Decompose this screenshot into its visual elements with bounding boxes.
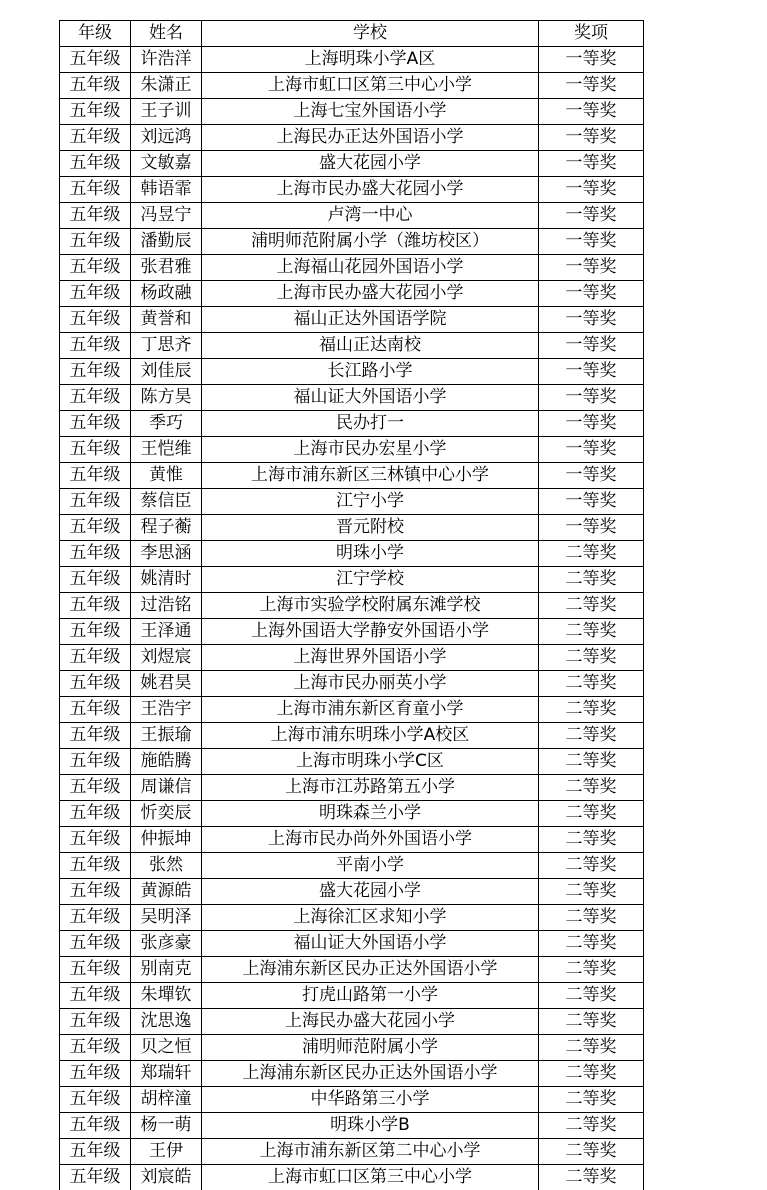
cell-name: 李思涵 (131, 541, 202, 567)
table-row (60, 749, 644, 775)
cell-name: 许浩洋 (131, 47, 202, 73)
cell-grade: 五年级 (60, 229, 131, 255)
table-row (60, 827, 644, 853)
cell-school: 盛大花园小学 (202, 151, 539, 177)
cell-grade: 五年级 (60, 1113, 131, 1139)
cell-grade: 五年级 (60, 931, 131, 957)
cell-name: 刘煜宸 (131, 645, 202, 671)
cell-grade: 五年级 (60, 619, 131, 645)
cell-award: 一等奖 (539, 47, 644, 73)
cell-name: 沈思逸 (131, 1009, 202, 1035)
cell-school: 福山证大外国语小学 (202, 931, 539, 957)
cell-award: 二等奖 (539, 957, 644, 983)
table-row (60, 775, 644, 801)
table-row (60, 515, 644, 541)
cell-award: 二等奖 (539, 1113, 644, 1139)
table-row (60, 541, 644, 567)
cell-grade: 五年级 (60, 1139, 131, 1165)
cell-school: 上海浦东新区民办正达外国语小学 (202, 957, 539, 983)
cell-award: 二等奖 (539, 853, 644, 879)
cell-school: 上海市浦东新区三林镇中心小学 (202, 463, 539, 489)
cell-award: 一等奖 (539, 177, 644, 203)
cell-school: 上海市浦东新区育童小学 (202, 697, 539, 723)
cell-award: 二等奖 (539, 775, 644, 801)
cell-award: 一等奖 (539, 99, 644, 125)
cell-award: 二等奖 (539, 671, 644, 697)
table-row (60, 619, 644, 645)
cell-name: 冯昱宁 (131, 203, 202, 229)
cell-award: 二等奖 (539, 983, 644, 1009)
cell-name: 张彦豪 (131, 931, 202, 957)
table-row (60, 1061, 644, 1087)
cell-school: 上海市虹口区第三中心小学 (202, 1165, 539, 1190)
table-row (60, 73, 644, 99)
table-row (60, 567, 644, 593)
cell-name: 吴明泽 (131, 905, 202, 931)
cell-name: 朱潇正 (131, 73, 202, 99)
cell-school: 上海市民办丽英小学 (202, 671, 539, 697)
cell-name: 姚君昊 (131, 671, 202, 697)
cell-name: 季巧 (131, 411, 202, 437)
table-row (60, 645, 644, 671)
cell-award: 一等奖 (539, 411, 644, 437)
cell-award: 二等奖 (539, 749, 644, 775)
cell-school: 浦明师范附属小学 (202, 1035, 539, 1061)
cell-award: 二等奖 (539, 723, 644, 749)
cell-school: 晋元附校 (202, 515, 539, 541)
cell-award: 一等奖 (539, 255, 644, 281)
cell-award: 一等奖 (539, 151, 644, 177)
cell-grade: 五年级 (60, 385, 131, 411)
cell-award: 一等奖 (539, 333, 644, 359)
cell-school: 上海福山花园外国语小学 (202, 255, 539, 281)
cell-school: 中华路第三小学 (202, 1087, 539, 1113)
cell-school: 上海外国语大学静安外国语小学 (202, 619, 539, 645)
cell-grade: 五年级 (60, 463, 131, 489)
table-row (60, 359, 644, 385)
cell-grade: 五年级 (60, 437, 131, 463)
cell-school: 浦明师范附属小学（潍坊校区） (202, 229, 539, 255)
cell-name: 丁思齐 (131, 333, 202, 359)
table-row (60, 853, 644, 879)
cell-name: 施皓腾 (131, 749, 202, 775)
cell-award: 二等奖 (539, 1087, 644, 1113)
cell-school: 江宁学校 (202, 567, 539, 593)
cell-name: 王恺维 (131, 437, 202, 463)
cell-grade: 五年级 (60, 723, 131, 749)
cell-school: 上海市实验学校附属东滩学校 (202, 593, 539, 619)
table-row (60, 983, 644, 1009)
cell-grade: 五年级 (60, 47, 131, 73)
cell-school: 上海市民办盛大花园小学 (202, 177, 539, 203)
cell-school: 上海市民办尚外外国语小学 (202, 827, 539, 853)
cell-school: 上海市明珠小学C区 (202, 749, 539, 775)
cell-name: 贝之恒 (131, 1035, 202, 1061)
cell-grade: 五年级 (60, 333, 131, 359)
cell-name: 王泽通 (131, 619, 202, 645)
header-school: 学校 (202, 21, 539, 47)
cell-school: 上海明珠小学A区 (202, 47, 539, 73)
table-row (60, 99, 644, 125)
cell-name: 姚清时 (131, 567, 202, 593)
cell-name: 程子蘅 (131, 515, 202, 541)
table-row (60, 957, 644, 983)
cell-grade: 五年级 (60, 515, 131, 541)
cell-award: 一等奖 (539, 281, 644, 307)
cell-award: 一等奖 (539, 385, 644, 411)
cell-grade: 五年级 (60, 801, 131, 827)
cell-school: 明珠森兰小学 (202, 801, 539, 827)
cell-school: 江宁小学 (202, 489, 539, 515)
table-row (60, 1035, 644, 1061)
cell-school: 卢湾一中心 (202, 203, 539, 229)
table-row (60, 489, 644, 515)
cell-award: 二等奖 (539, 1139, 644, 1165)
table-row (60, 801, 644, 827)
cell-school: 上海市江苏路第五小学 (202, 775, 539, 801)
cell-grade: 五年级 (60, 489, 131, 515)
cell-grade: 五年级 (60, 203, 131, 229)
cell-school: 福山正达外国语学院 (202, 307, 539, 333)
cell-grade: 五年级 (60, 697, 131, 723)
cell-award: 一等奖 (539, 489, 644, 515)
table-row (60, 177, 644, 203)
cell-school: 打虎山路第一小学 (202, 983, 539, 1009)
header-award: 奖项 (539, 21, 644, 47)
cell-grade: 五年级 (60, 1061, 131, 1087)
cell-name: 杨一萌 (131, 1113, 202, 1139)
cell-award: 二等奖 (539, 1061, 644, 1087)
table-row (60, 1009, 644, 1035)
cell-grade: 五年级 (60, 125, 131, 151)
cell-name: 杨政融 (131, 281, 202, 307)
cell-name: 王浩宇 (131, 697, 202, 723)
cell-award: 一等奖 (539, 463, 644, 489)
cell-grade: 五年级 (60, 957, 131, 983)
table-row (60, 203, 644, 229)
table-row (60, 931, 644, 957)
cell-grade: 五年级 (60, 151, 131, 177)
table-row (60, 905, 644, 931)
cell-school: 盛大花园小学 (202, 879, 539, 905)
table-row (60, 463, 644, 489)
table-row (60, 281, 644, 307)
cell-grade: 五年级 (60, 879, 131, 905)
cell-name: 蔡信臣 (131, 489, 202, 515)
cell-grade: 五年级 (60, 255, 131, 281)
cell-grade: 五年级 (60, 775, 131, 801)
cell-school: 民办打一 (202, 411, 539, 437)
cell-grade: 五年级 (60, 905, 131, 931)
cell-award: 一等奖 (539, 73, 644, 99)
cell-name: 王子训 (131, 99, 202, 125)
cell-award: 一等奖 (539, 125, 644, 151)
cell-name: 张然 (131, 853, 202, 879)
cell-name: 黄誉和 (131, 307, 202, 333)
cell-name: 别南克 (131, 957, 202, 983)
header-row (60, 21, 644, 47)
table-row (60, 1113, 644, 1139)
table-row (60, 411, 644, 437)
cell-name: 胡梓潼 (131, 1087, 202, 1113)
cell-award: 一等奖 (539, 307, 644, 333)
table-row (60, 723, 644, 749)
cell-name: 刘宸皓 (131, 1165, 202, 1190)
cell-school: 福山证大外国语小学 (202, 385, 539, 411)
cell-name: 王振瑜 (131, 723, 202, 749)
cell-school: 明珠小学 (202, 541, 539, 567)
cell-grade: 五年级 (60, 567, 131, 593)
header-name: 姓名 (131, 21, 202, 47)
table-row (60, 385, 644, 411)
table-row (60, 437, 644, 463)
cell-grade: 五年级 (60, 1035, 131, 1061)
cell-grade: 五年级 (60, 541, 131, 567)
cell-grade: 五年级 (60, 749, 131, 775)
cell-name: 潘勤辰 (131, 229, 202, 255)
cell-grade: 五年级 (60, 1165, 131, 1190)
cell-name: 黄源皓 (131, 879, 202, 905)
cell-grade: 五年级 (60, 645, 131, 671)
cell-school: 上海七宝外国语小学 (202, 99, 539, 125)
cell-grade: 五年级 (60, 307, 131, 333)
cell-name: 朱墠钦 (131, 983, 202, 1009)
cell-school: 上海市虹口区第三中心小学 (202, 73, 539, 99)
table-row (60, 47, 644, 73)
table-row (60, 333, 644, 359)
cell-school: 上海徐汇区求知小学 (202, 905, 539, 931)
cell-award: 二等奖 (539, 645, 644, 671)
cell-grade: 五年级 (60, 983, 131, 1009)
cell-award: 二等奖 (539, 1009, 644, 1035)
cell-grade: 五年级 (60, 593, 131, 619)
cell-grade: 五年级 (60, 827, 131, 853)
cell-award: 二等奖 (539, 827, 644, 853)
table-row (60, 151, 644, 177)
cell-school: 长江路小学 (202, 359, 539, 385)
cell-grade: 五年级 (60, 99, 131, 125)
table-row (60, 671, 644, 697)
award-table (59, 20, 644, 1190)
cell-award: 一等奖 (539, 515, 644, 541)
cell-award: 二等奖 (539, 905, 644, 931)
cell-name: 文敏嘉 (131, 151, 202, 177)
cell-school: 上海民办盛大花园小学 (202, 1009, 539, 1035)
cell-school: 上海市民办宏星小学 (202, 437, 539, 463)
cell-award: 二等奖 (539, 593, 644, 619)
cell-award: 二等奖 (539, 697, 644, 723)
table-row (60, 697, 644, 723)
cell-grade: 五年级 (60, 1009, 131, 1035)
cell-school: 上海市浦东明珠小学A校区 (202, 723, 539, 749)
table-row (60, 593, 644, 619)
table-row (60, 229, 644, 255)
cell-name: 王伊 (131, 1139, 202, 1165)
cell-name: 忻奕辰 (131, 801, 202, 827)
cell-name: 张君雅 (131, 255, 202, 281)
cell-grade: 五年级 (60, 73, 131, 99)
table-row (60, 1087, 644, 1113)
cell-name: 刘佳辰 (131, 359, 202, 385)
cell-award: 一等奖 (539, 359, 644, 385)
cell-grade: 五年级 (60, 1087, 131, 1113)
table-row (60, 1165, 644, 1190)
cell-school: 上海市民办盛大花园小学 (202, 281, 539, 307)
cell-grade: 五年级 (60, 177, 131, 203)
cell-award: 二等奖 (539, 1165, 644, 1190)
cell-award: 一等奖 (539, 437, 644, 463)
cell-school: 上海浦东新区民办正达外国语小学 (202, 1061, 539, 1087)
cell-award: 二等奖 (539, 567, 644, 593)
cell-award: 一等奖 (539, 203, 644, 229)
cell-grade: 五年级 (60, 359, 131, 385)
header-grade: 年级 (60, 21, 131, 47)
table-row (60, 879, 644, 905)
cell-school: 明珠小学B (202, 1113, 539, 1139)
cell-award: 二等奖 (539, 801, 644, 827)
cell-award: 二等奖 (539, 1035, 644, 1061)
cell-grade: 五年级 (60, 671, 131, 697)
table-row (60, 255, 644, 281)
cell-grade: 五年级 (60, 411, 131, 437)
cell-school: 上海市浦东新区第二中心小学 (202, 1139, 539, 1165)
cell-award: 二等奖 (539, 541, 644, 567)
table-body (60, 47, 644, 1190)
table-row (60, 1139, 644, 1165)
cell-name: 刘远鸿 (131, 125, 202, 151)
cell-grade: 五年级 (60, 853, 131, 879)
cell-name: 陈方昊 (131, 385, 202, 411)
cell-name: 黄惟 (131, 463, 202, 489)
cell-award: 二等奖 (539, 879, 644, 905)
cell-school: 上海世界外国语小学 (202, 645, 539, 671)
cell-school: 平南小学 (202, 853, 539, 879)
cell-name: 周谦信 (131, 775, 202, 801)
cell-school: 上海民办正达外国语小学 (202, 125, 539, 151)
cell-name: 韩语霏 (131, 177, 202, 203)
table-row (60, 125, 644, 151)
cell-name: 过浩铭 (131, 593, 202, 619)
cell-name: 郑瑞轩 (131, 1061, 202, 1087)
cell-name: 仲振坤 (131, 827, 202, 853)
table-row (60, 307, 644, 333)
cell-award: 二等奖 (539, 931, 644, 957)
cell-award: 一等奖 (539, 229, 644, 255)
cell-school: 福山正达南校 (202, 333, 539, 359)
cell-award: 二等奖 (539, 619, 644, 645)
cell-grade: 五年级 (60, 281, 131, 307)
